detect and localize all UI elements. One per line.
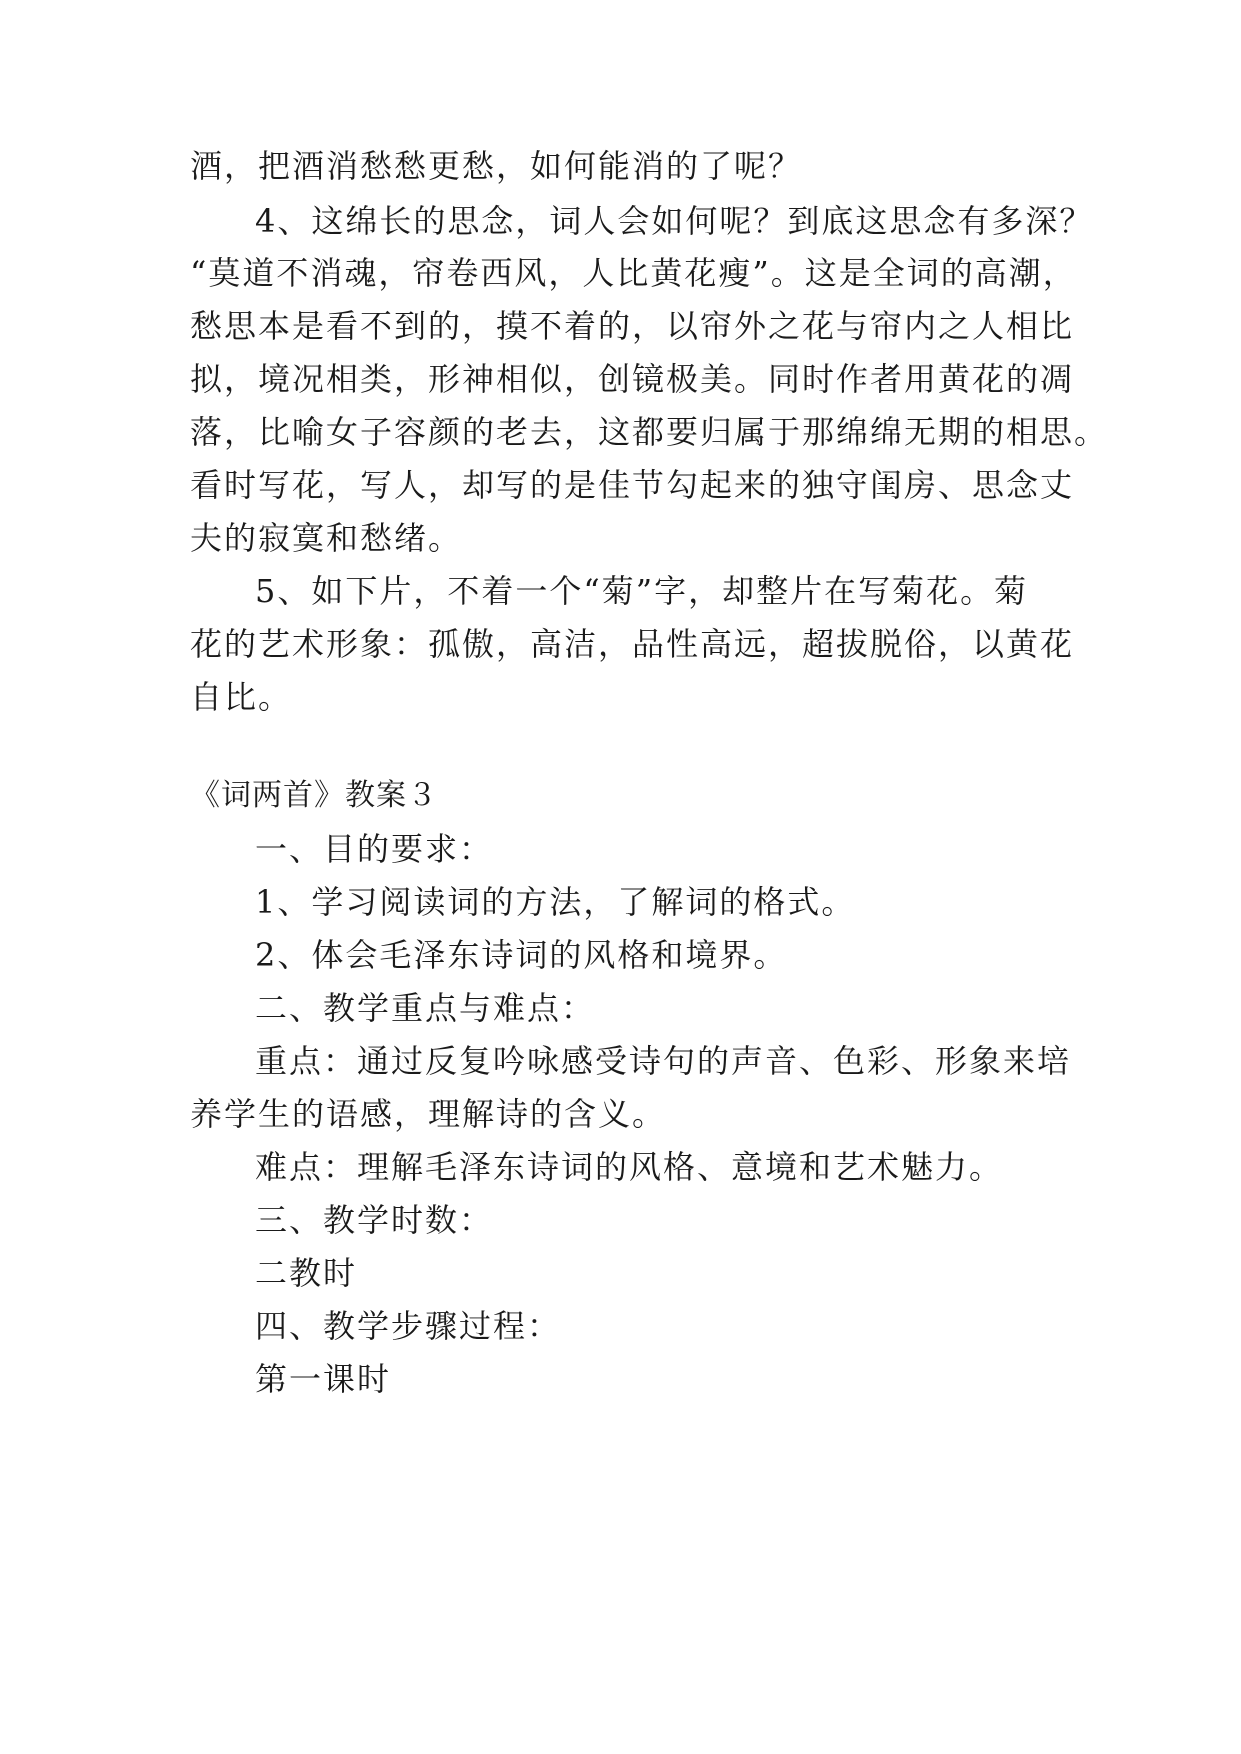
paragraph-line: “莫道不消魂，帘卷西风，人比黄花瘦”。这是全词的高潮， [190,254,1077,292]
paragraph-line: 拟，境况相类，形神相似，创镜极美。同时作者用黄花的凋 [190,360,1075,398]
paragraph-line: 三、教学时数： [255,1201,494,1239]
paragraph-line: 第一课时 [255,1360,392,1398]
paragraph-line: 2、体会毛泽东诗词的风格和境界。 [255,936,788,974]
paragraph-line: 养学生的语感，理解诗的含义。 [190,1095,667,1133]
paragraph-line: 自比。 [190,678,293,716]
paragraph-line: 5、如下片，不着一个“菊”字，却整片在写菊花。菊 [255,572,1029,610]
paragraph-line: 落，比喻女子容颜的老去，这都要归属于那绵绵无期的相思。 [190,413,1109,451]
paragraph-line: 酒，把酒消愁愁更愁，如何能消的了呢？ [190,147,803,185]
paragraph-line: 二教时 [255,1254,358,1292]
paragraph-line: 看时写花，写人，却写的是佳节勾起来的独守闺房、思念丈 [190,466,1075,504]
paragraph-line: 夫的寂寞和愁绪。 [190,519,463,557]
paragraph-line: 难点：理解毛泽东诗词的风格、意境和艺术魅力。 [255,1148,1004,1186]
paragraph-line: 1、学习阅读词的方法，了解词的格式。 [255,883,856,921]
paragraph-line: 愁思本是看不到的，摸不着的，以帘外之花与帘内之人相比 [190,307,1075,345]
section-title: 《词两首》教案３ [190,778,438,813]
paragraph-line: 重点：通过反复吟咏感受诗句的声音、色彩、形象来培 [255,1042,1072,1080]
paragraph-line: 4、这绵长的思念，词人会如何呢？到底这思念有多深？ [255,202,1094,240]
paragraph-line: 二、教学重点与难点： [255,989,596,1027]
paragraph-line: 一、目的要求： [255,830,494,868]
paragraph-line: 四、教学步骤过程： [255,1307,562,1345]
paragraph-line: 花的艺术形象：孤傲，高洁，品性高远，超拔脱俗，以黄花 [190,625,1075,663]
